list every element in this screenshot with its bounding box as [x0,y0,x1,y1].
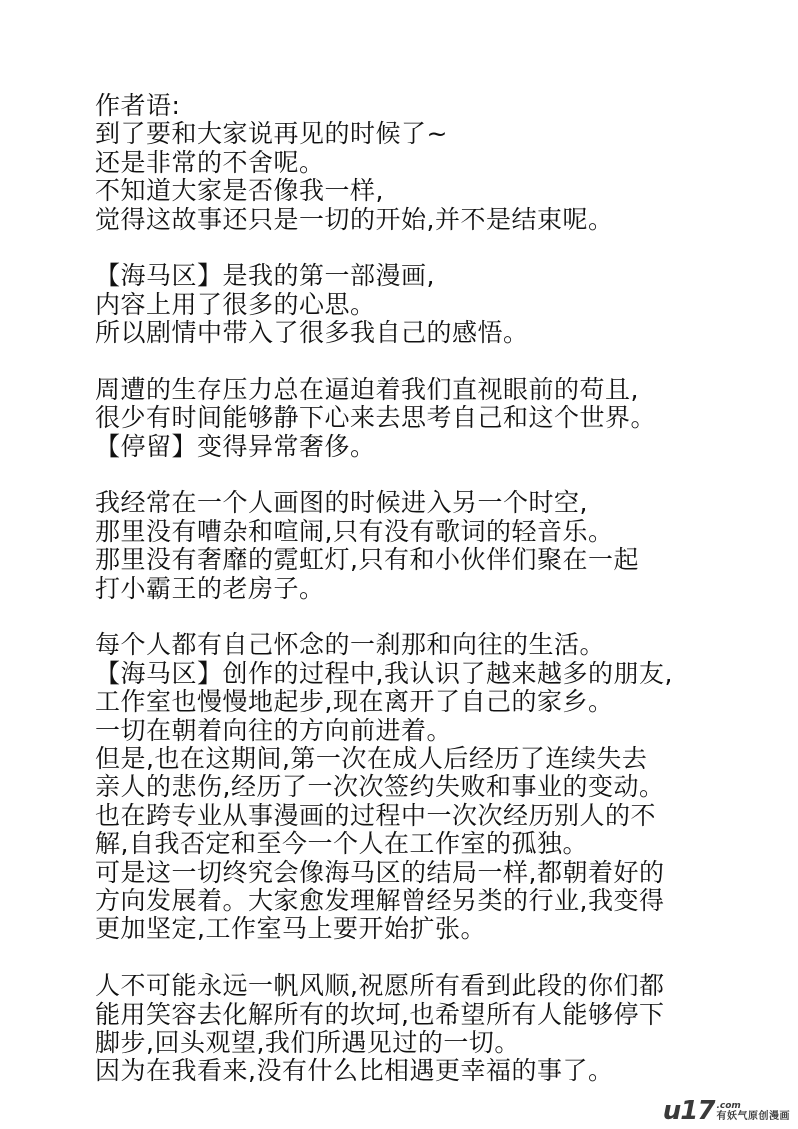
paragraph-journey [95,631,775,943]
note-line: 不知道大家是否像我一样, [95,176,384,206]
note-line: 很少有时间能够静下心来去思考自己和这个世界。 [95,403,657,433]
watermark-slogan: 有妖气原创漫画 [716,1111,790,1122]
paragraph-another-world [95,489,775,603]
note-line: 解,自我否定和至今一个人在工作室的孤独。 [95,829,588,859]
note-line: 一切在朝着向往的方向前进着。 [95,715,453,745]
note-line: 【海马区】创作的过程中,我认识了越来越多的朋友, [95,658,673,688]
note-line: 每个人都有自己怀念的一刹那和向往的生活。 [95,630,606,660]
note-line: 方向发展着。大家愈发理解曾经另类的行业,我变得 [95,885,665,915]
note-line: 所以剧情中带入了很多我自己的感悟。 [95,318,529,348]
paragraph-gap [95,348,775,376]
paragraph-pressure [95,376,775,461]
note-line: 可是这一切终究会像海马区的结局一样,都朝着好的 [95,857,665,887]
paragraph-farewell [95,120,775,234]
note-line: 【停留】变得异常奢侈。 [95,431,376,461]
u17-watermark [662,1096,790,1126]
note-line: 那里没有嘈杂和喧闹,只有没有歌词的轻音乐。 [95,516,614,546]
author-note [95,92,775,1086]
paragraph-gap [95,603,775,631]
watermark-domain: .com [716,1101,741,1111]
note-line: 那里没有奢靡的霓虹灯,只有和小伙伴们聚在一起 [95,545,639,575]
u17-logo: u17 [662,1096,715,1126]
note-line: 内容上用了很多的心思。 [95,289,376,319]
note-heading: 作者语: [95,91,181,120]
note-line: 【海马区】是我的第一部漫画, [95,261,435,291]
note-line: 还是非常的不舍呢。 [95,147,325,177]
note-line: 到了要和大家说再见的时候了~ [95,119,448,149]
paragraph-gap [95,461,775,489]
note-line: 周遭的生存压力总在逼迫着我们直视眼前的苟且, [95,374,639,404]
note-line: 但是,也在这期间,第一次在成人后经历了连续失去 [95,743,648,773]
note-line: 也在跨专业从事漫画的过程中一次次经历别人的不 [95,800,657,830]
paragraph-gap [95,234,775,262]
paragraph-gap [95,944,775,972]
note-line: 脚步,回头观望,我们所遇见过的一切。 [95,1027,520,1057]
note-line: 我经常在一个人画图的时候进入另一个时空, [95,488,588,518]
note-line: 工作室也慢慢地起步,现在离开了自己的家乡。 [95,687,614,717]
note-line: 更加坚定,工作室马上要开始扩张。 [95,914,486,944]
note-line: 打小霸王的老房子。 [95,573,325,603]
paragraph-wishes [95,972,775,1086]
note-line: 因为在我看来,没有什么比相遇更幸福的事了。 [95,1056,614,1086]
note-line: 人不可能永远一帆风顺,祝愿所有看到此段的你们都 [95,971,665,1001]
note-line: 能用笑容去化解所有的坎坷,也希望所有人能够停下 [95,999,665,1029]
paragraph-first-comic [95,262,775,347]
note-line: 觉得这故事还只是一切的开始,并不是结束呢。 [95,204,614,234]
note-line: 亲人的悲伤,经历了一次次签约失败和事业的变动。 [95,772,665,802]
watermark-text [717,1102,791,1123]
